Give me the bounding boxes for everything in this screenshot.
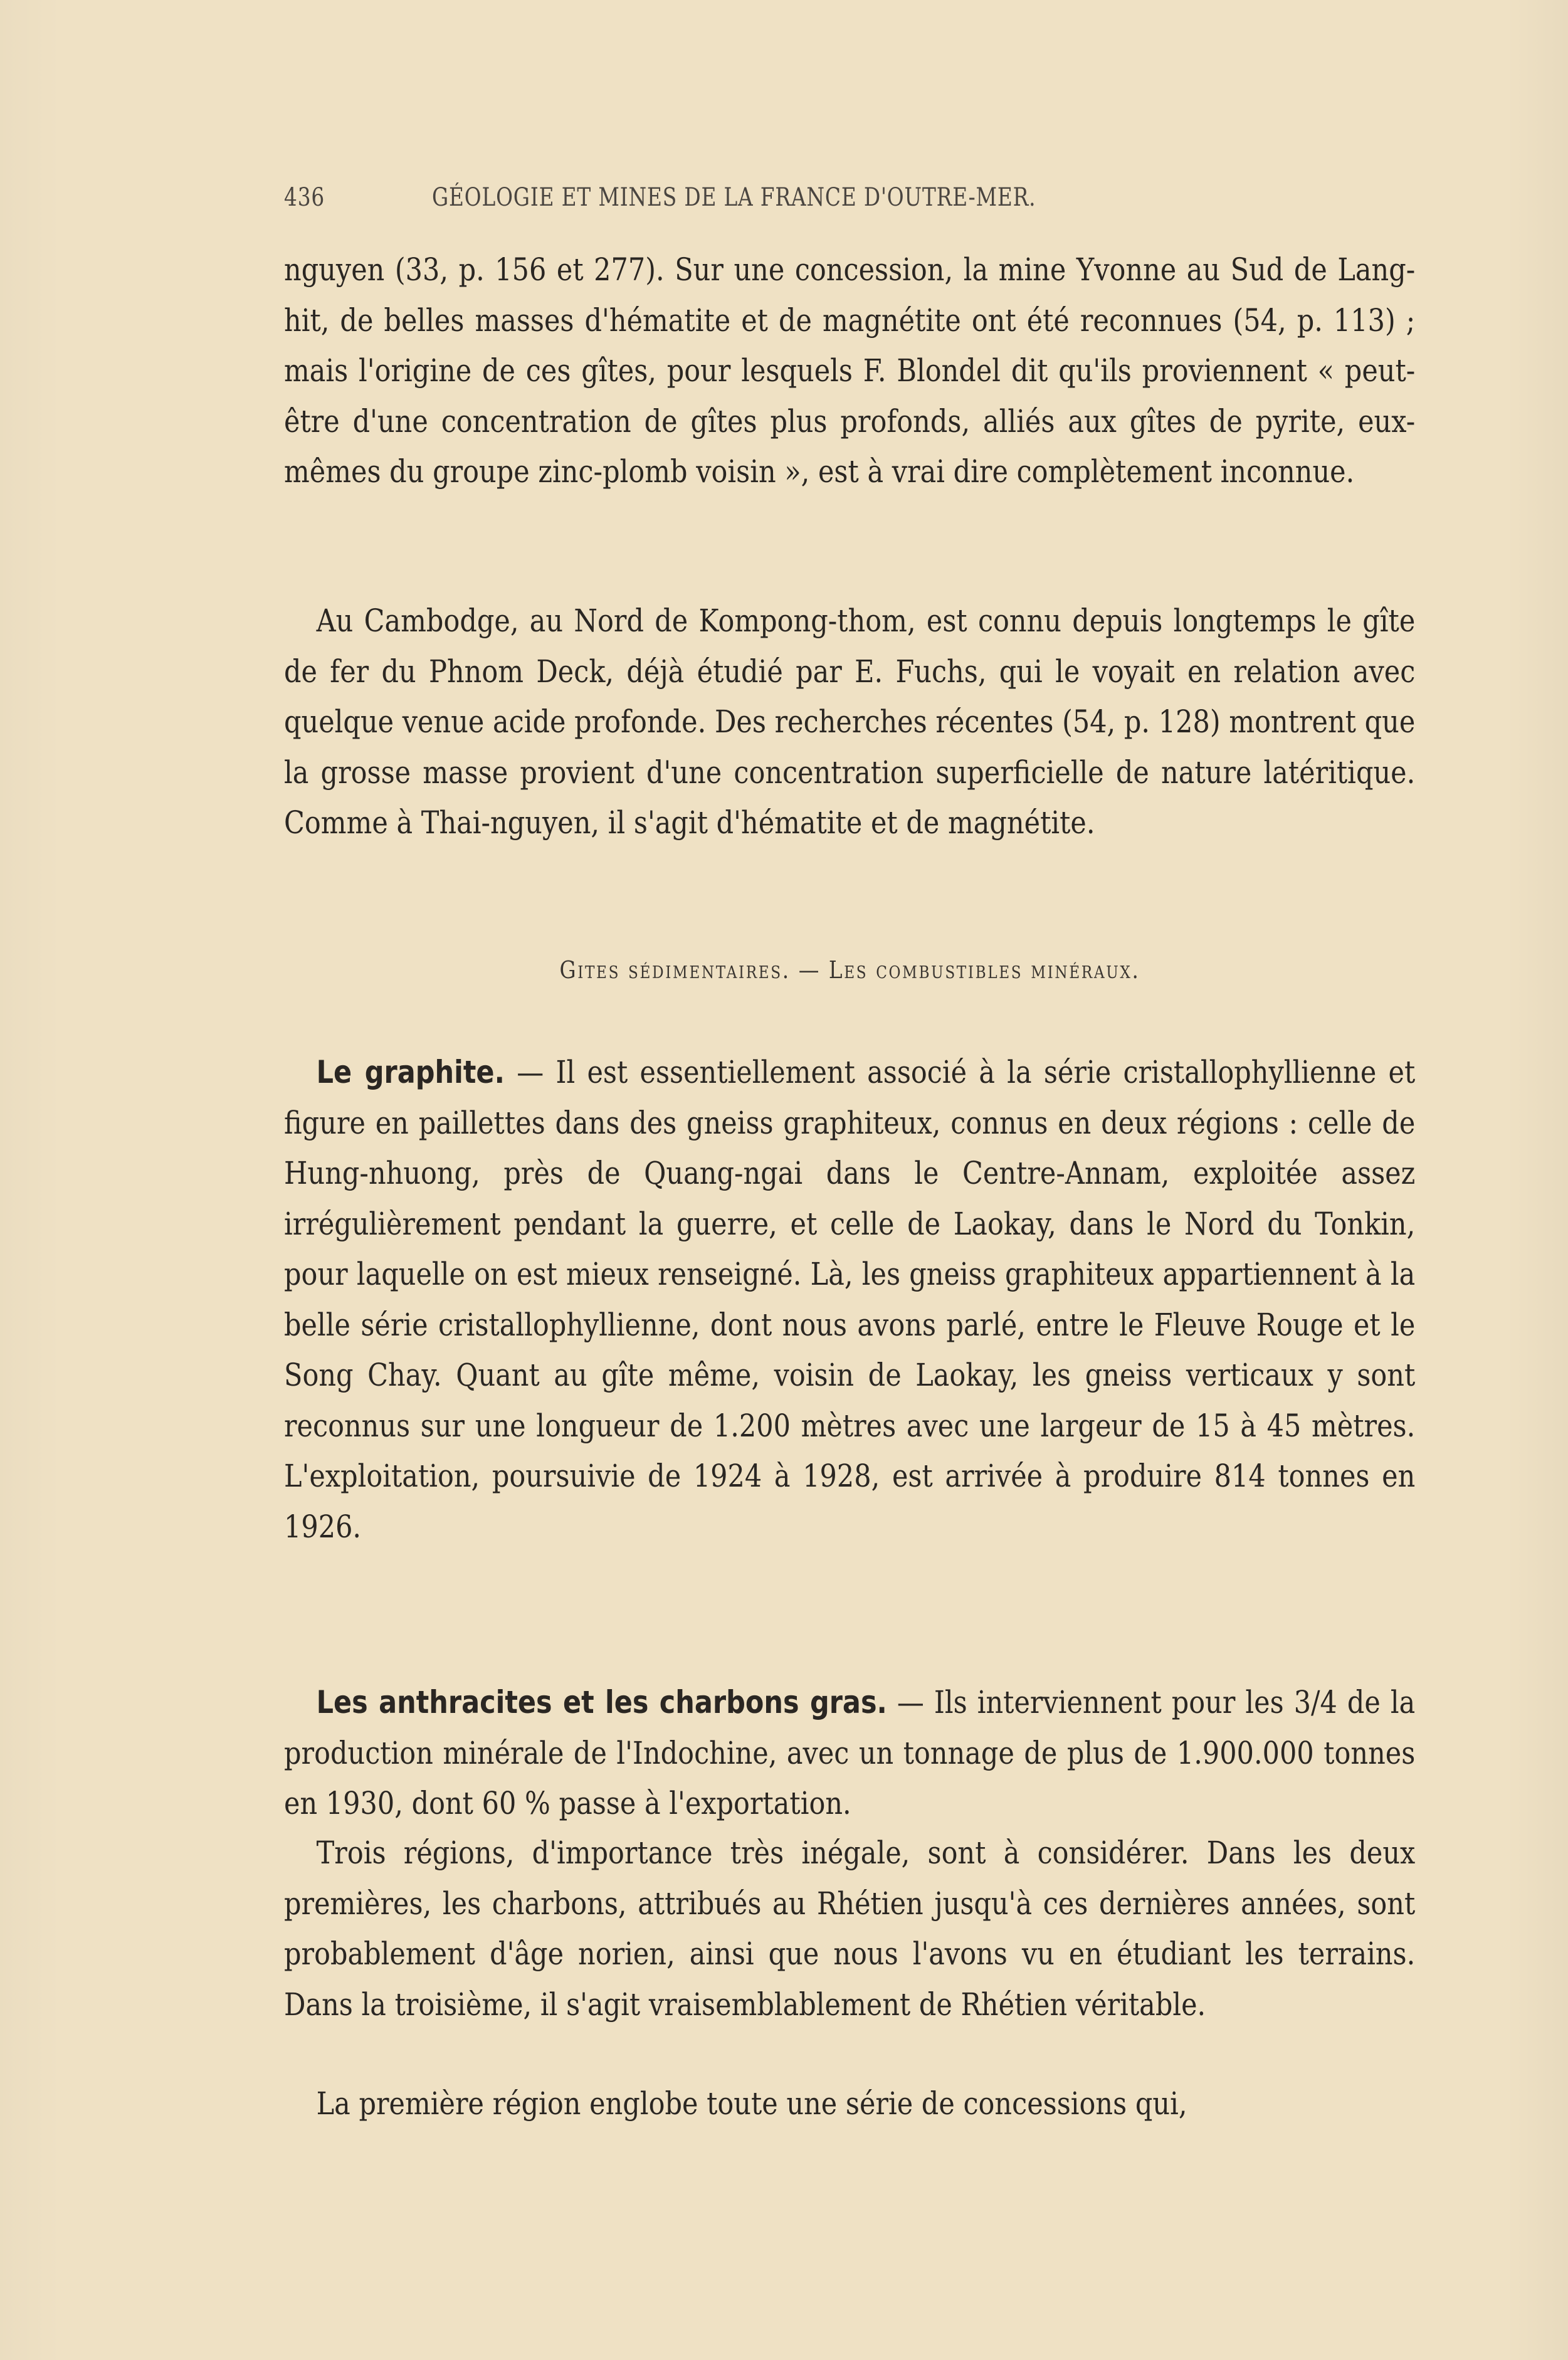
- paragraph-first-region: [284, 2078, 1416, 2129]
- paragraph-cambodge: [284, 596, 1416, 848]
- book-page: [284, 176, 1416, 2122]
- page-number: 436: [284, 183, 325, 212]
- paragraph-text: — Ils interviennent pour les 3/4 de la production minérale de l'Indochine, avec un tonnage de plus de 1.900.000 tonnes en 1930, dont 60 % passe à l'exportation.: [284, 1684, 1416, 1821]
- paragraph-text: — Il est essentiellement associé à la série cristallophyllienne et figure en paillettes dans des gneiss graphiteux, connus en deux régions : celle de Hung-nhuong, près de Quang-ngai dans le Centre-Annam, exploitée assez irrégulièrement pendant la guerre, et celle de Laokay, dans le Nord du Tonkin, pour laquelle on est mieux renseigné. Là, les gneiss graphiteux appartiennent à la belle série cristallophyllienne, dont nous avons parlé, entre le Fleuve Rouge et le Song Chay. Quant au gîte même, voisin de Laokay, les gneiss verticaux y sont reconnus sur une longueur de 1.200 mètres avec une largeur de 15 à 45 mètres. L'exploitation, poursuivie de 1924 à 1928, est arrivée à produire 814 tonnes en 1926.: [284, 1054, 1416, 1545]
- section-heading: Gites sédimentaires. — Les combustibles minéraux.: [559, 956, 1140, 984]
- paragraph-text: Au Cambodge, au Nord de Kompong-thom, est connu depuis longtemps le gîte de fer du Phnom Deck, déjà étudié par E. Fuchs, qui le voyait en relation avec quelque venue acide profonde. Des recherches récentes (54, p. 128) montrent que la grosse masse provient d'une concentration superficielle de nature latéritique. Comme à Thai-nguyen, il s'agit d'hématite et de magnétite.: [284, 603, 1416, 841]
- paragraph-text: Trois régions, d'importance très inégale, sont à considérer. Dans les deux premières, les charbons, attribués au Rhétien jusqu'à ces dernières années, sont probablement d'âge norien, ainsi que nous l'avons vu en étudiant les terrains. Dans la troisième, il s'agit vraisemblablement de Rhétien véritable.: [284, 1835, 1416, 2023]
- paragraph-text: nguyen (33, p. 156 et 277). Sur une concession, la mine Yvonne au Sud de Lang-hit, de belles masses d'hématite et de magnétite ont été reconnues (54, p. 113) ; mais l'origine de ces gîtes, pour lesquels F. Blondel dit qu'ils proviennent « peut-être d'une concentration de gîtes plus profonds, alliés aux gîtes de pyrite, eux-mêmes du groupe zinc-plomb voisin », est à vrai dire complètement inconnue.: [284, 251, 1416, 490]
- running-title: GÉOLOGIE ET MINES DE LA FRANCE D'OUTRE-MER.: [432, 183, 1036, 212]
- anthracites-subheading: Les anthracites et les charbons gras.: [316, 1684, 887, 1720]
- paragraph-text: La première région englobe toute une série de concessions qui,: [316, 2085, 1187, 2122]
- paragraph-regions: [284, 1828, 1416, 2030]
- paragraph-iron-deposits: [284, 245, 1416, 497]
- running-head: [284, 176, 1416, 232]
- paragraph-graphite: [284, 1047, 1416, 1552]
- graphite-subheading: Le graphite.: [316, 1054, 505, 1090]
- section-heading-block: [284, 956, 1416, 984]
- paragraph-anthracites: [284, 1677, 1416, 1829]
